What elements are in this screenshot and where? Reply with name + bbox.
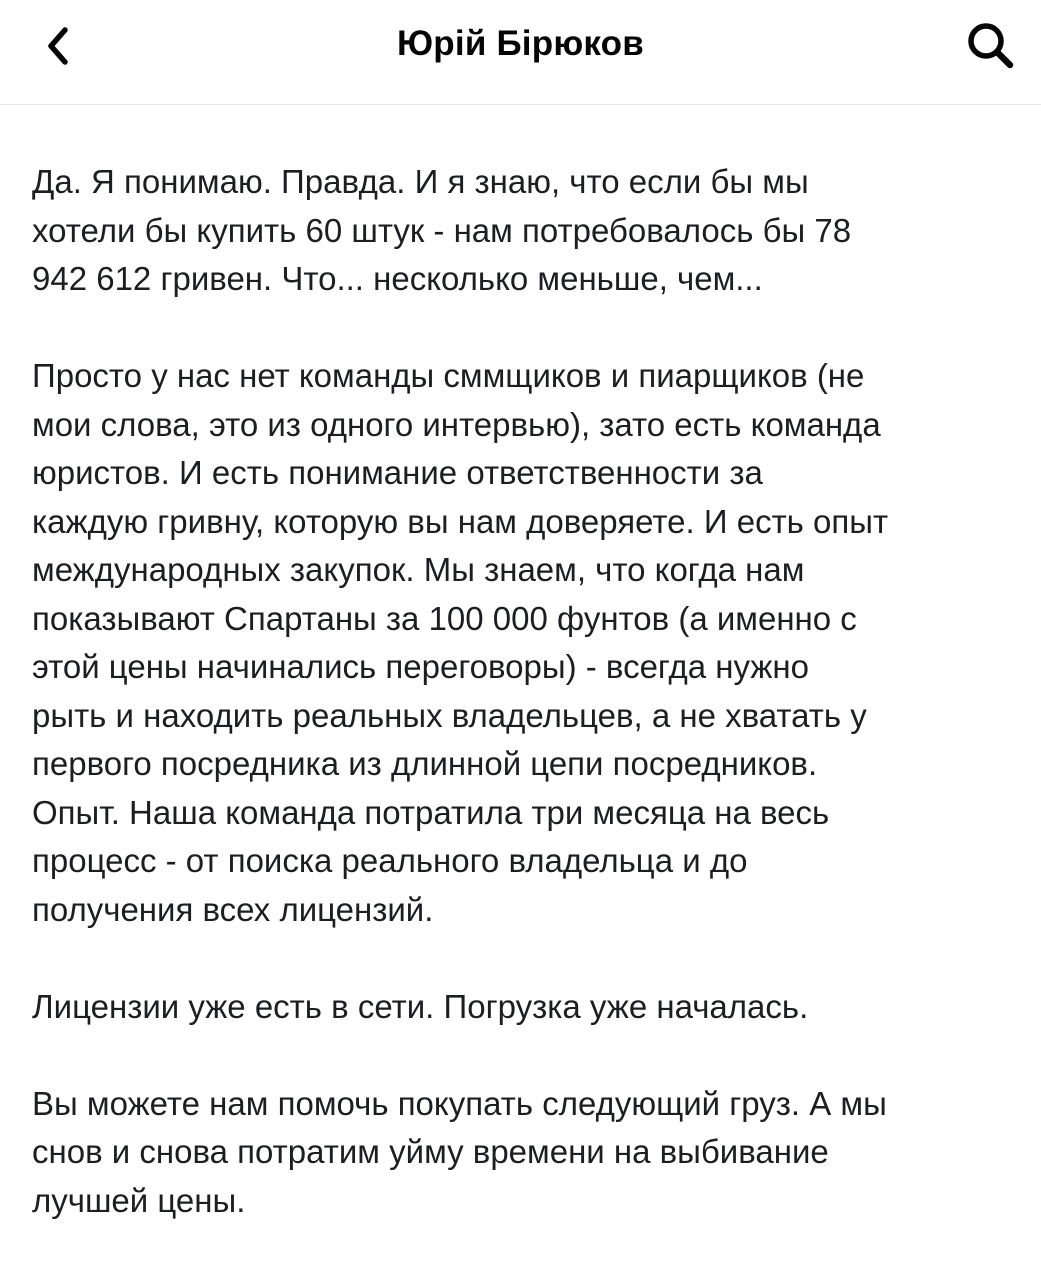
text-line: показывают Спартаны за 100 000 фунтов (а именно с [32,599,857,637]
text-line: Вы можете нам помочь покупать следующий груз. А мы [32,1084,887,1122]
back-button[interactable] [30,18,86,74]
text-line: этой цены начинались переговоры) - всегда нужно [32,648,809,685]
text-line: процесс - от поиска реального владельца и до [32,842,748,879]
text-line: получения всех лицензий. [32,890,434,928]
text-line: лучшей цены. [32,1181,246,1219]
post-text [32,158,1022,1225]
text-line: мои слова, это из одного интервью), зато есть команда [32,405,881,443]
chevron-left-icon [41,26,75,66]
post-paragraph [32,1080,1022,1226]
search-icon [964,19,1018,73]
text-line: международных закупок. Мы знаем, что когда нам [32,551,805,588]
text-line: 942 612 гривен. Что... несколько меньше, чем... [32,260,763,297]
text-line: первого посредника из длинной цепи посредников. [32,745,818,782]
search-button[interactable] [959,14,1023,78]
post-paragraph [32,158,1022,304]
text-line: рыть и находить реальных владельцев, а не хватать у [32,696,867,734]
text-line: каждую гривну, которую вы нам доверяете. И есть опыт [32,502,889,540]
text-line: Да. Я понимаю. Правда. И я знаю, что если бы мы [32,163,809,200]
text-line: хотели бы купить 60 штук - нам потребовалось бы 78 [32,211,852,249]
text-line: юристов. И есть понимание ответственности за [32,454,763,491]
text-line: Просто у нас нет команды сммщиков и пиарщиков (не [32,357,865,394]
post-paragraph [32,352,1022,934]
text-line: снов и снова потратим уйму времени на выбивание [32,1133,829,1170]
post-paragraph [32,983,1022,1032]
text-line: Опыт. Наша команда потратила три месяца на весь [32,793,830,831]
top-bar [0,0,1041,105]
page-title: Юрій Бірюков [397,24,644,63]
text-line: Лицензии уже есть в сети. Погрузка уже началась. [32,987,809,1025]
